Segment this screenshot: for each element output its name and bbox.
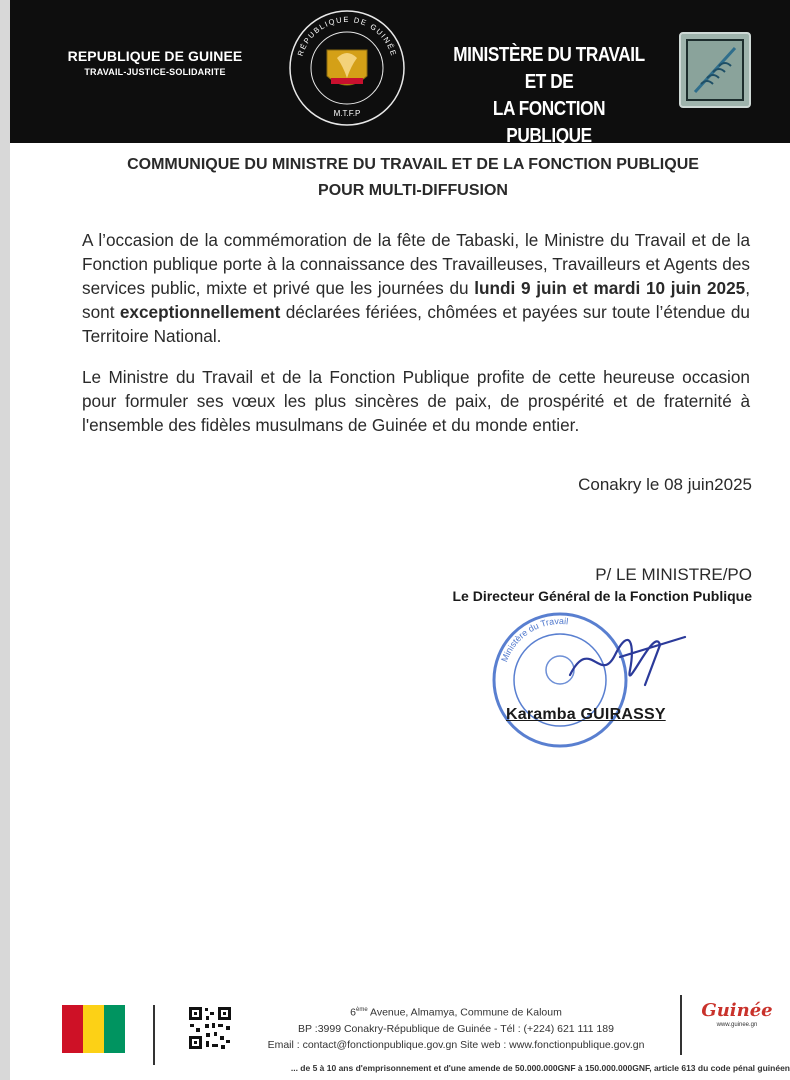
footer-divider-right — [680, 995, 682, 1055]
bp-phone-line: BP :3999 Conakry-République de Guinée - Tél : (+224) 621 111 189 — [298, 1022, 614, 1035]
director-title: Le Directeur Général de la Fonction Publique — [452, 588, 752, 604]
title-line-2: POUR MULTI-DIFFUSION — [318, 182, 508, 199]
ministry-name — [452, 42, 646, 150]
footer-address — [236, 1002, 676, 1053]
address-number: 6 — [350, 1006, 356, 1019]
email-web-line[interactable]: Email : contact@fonctionpublique.gov.gn Site web : www.fonctionpublique.gov.gn — [267, 1038, 645, 1051]
title-line-1: COMMUNIQUE DU MINISTRE DU TRAVAIL ET DE LA FONCTION PUBLIQUE — [127, 156, 699, 173]
legal-notice: ... de 5 à 10 ans d'emprisonnement et d'une amende de 50.000.000GNF à 150.000.000GNF, article 613 du code pénal guinéen — [290, 1063, 790, 1073]
date-line: Conakry le 08 juin2025 — [578, 475, 752, 494]
brand-name: Guinée — [701, 1000, 773, 1021]
address-superscript: ème — [356, 1007, 368, 1013]
qr-code-icon[interactable] — [188, 1006, 232, 1050]
holiday-dates: lundi 9 juin et mardi 10 juin 2025 — [474, 278, 746, 298]
wishes-paragraph: Le Ministre du Travail et de la Fonction Publique profite de cette heureuse occasion pour formuler ses vœux les plus sincères de paix, de prospérité et de fraternité à l'ensemble des fidèles musulmans de Guinée et du monde entier. — [82, 367, 750, 435]
brand-url[interactable]: www.guinee.gn — [716, 1022, 758, 1028]
stamp-ring-text: Ministère du Travail — [499, 615, 569, 664]
republic-block — [60, 48, 250, 77]
paragraph1-text-3: déclarées fériées, chômées et payées sur toute l’étendue du Territoire National. — [82, 302, 750, 346]
paragraph1-text-1: A l’occasion de la commémoration de la fête de Tabaski, le Ministre du Travail et de la Fonction publique porte à la connaissance des Travailleuses, Travailleurs et Agents des services public, mixte et privé que les journées du — [82, 230, 750, 298]
footer-divider-left — [153, 1005, 155, 1065]
paragraph1-text-2: , sont — [82, 278, 750, 322]
address-street: Avenue, Almamya, Commune de Kaloum — [367, 1006, 562, 1019]
signatory-name: Karamba GUIRASSY — [506, 706, 666, 723]
for-minister-line: P/ LE MINISTRE/PO — [595, 565, 752, 584]
ministry-line-2: LA FONCTION PUBLIQUE — [492, 98, 606, 147]
republic-name: REPUBLIQUE DE GUINEE — [67, 48, 243, 64]
handwritten-signature — [560, 615, 690, 695]
announcement-paragraph — [82, 228, 750, 348]
communique-title — [60, 152, 766, 204]
national-motto: TRAVAIL-JUSTICE-SOLIDARITE — [84, 67, 226, 77]
guinea-flag-icon — [62, 1005, 125, 1053]
guinee-brand-logo — [697, 1000, 777, 1045]
exceptionally-word: exceptionnellement — [119, 302, 281, 322]
address-line — [236, 1002, 676, 1021]
scan-edge — [0, 0, 10, 1080]
ministry-emblem-icon — [679, 32, 751, 108]
ministry-seal-icon — [287, 8, 407, 128]
seal-ring-text: RÉPUBLIQUE DE GUINÉE — [295, 14, 399, 58]
seal-bottom-text: M.T.F.P — [333, 109, 361, 118]
ministry-line-1: MINISTÈRE DU TRAVAIL ET DE — [453, 44, 645, 93]
